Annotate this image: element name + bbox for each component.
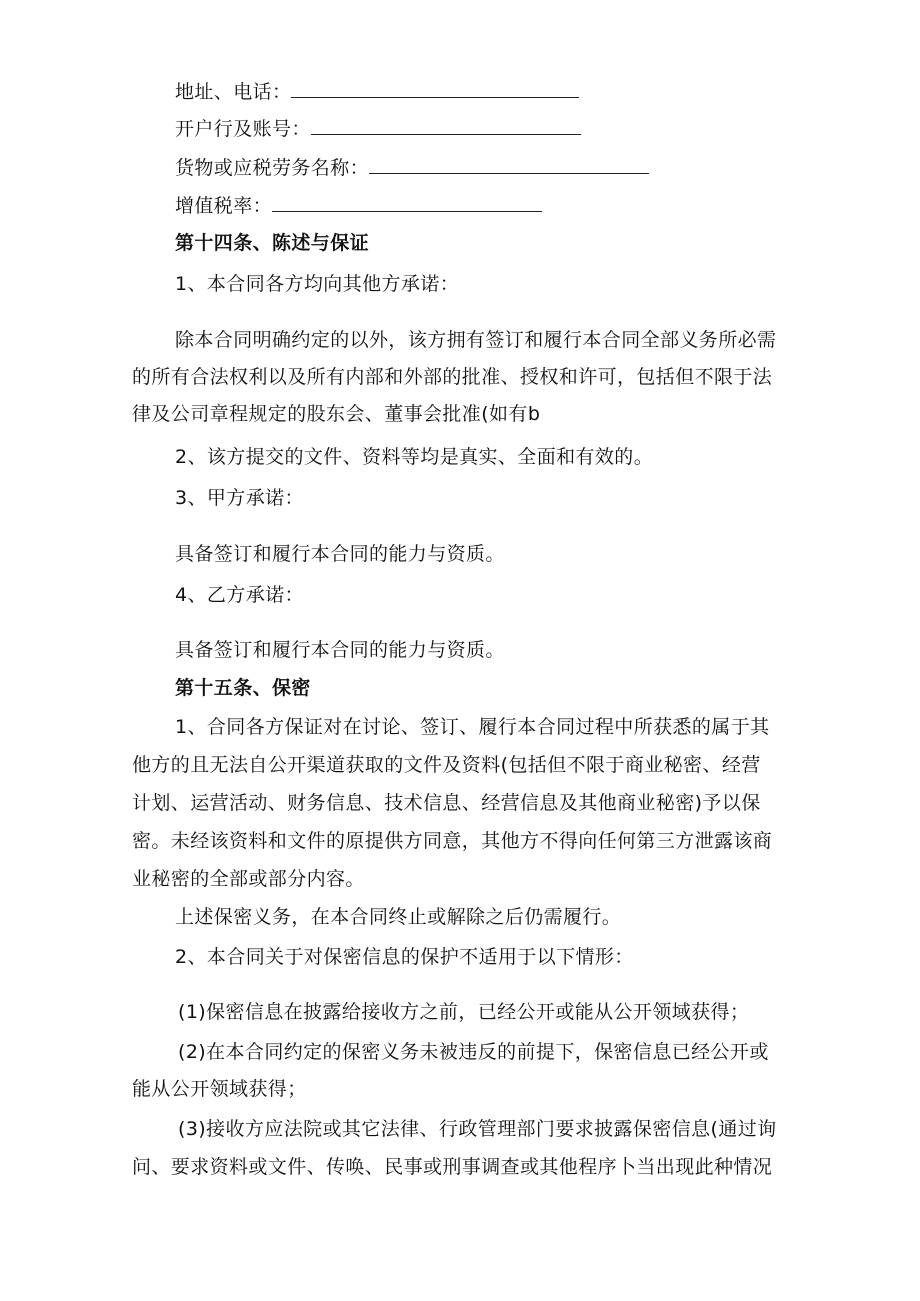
article-14-para-line: 除本合同明确约定的以外，该方拥有签订和履行本合同全部义务所必需	[175, 329, 777, 351]
field-goods-name	[175, 156, 649, 180]
blank-line[interactable]	[311, 118, 581, 135]
article-15-sub-2-line: 能从公开领域获得；	[132, 1078, 307, 1100]
article-14-para-line: 的所有合法权利以及所有内部和外部的批准、授权和许可，包括但不限于法	[132, 366, 773, 388]
blank-line[interactable]	[369, 157, 649, 174]
article-14-heading: 第十四条、陈述与保证	[175, 232, 370, 254]
field-bank-account	[175, 117, 581, 141]
field-label: 增值税率：	[175, 195, 273, 217]
article-15-item-2: 2、本合同关于对保密信息的保护不适用于以下情形：	[175, 946, 634, 968]
article-14-item-3-text: 具备签订和履行本合同的能力与资质。	[175, 543, 505, 565]
article-14-item-1: 1、本合同各方均向其他方承诺：	[175, 273, 460, 295]
article-14-para-line: 律及公司章程规定的股东会、董事会批准(如有b	[132, 403, 541, 425]
article-15-heading: 第十五条、保密	[175, 677, 311, 699]
field-vat-rate	[175, 194, 542, 218]
article-15-para-line: 业秘密的全部或部分内容。	[132, 868, 365, 890]
blank-line[interactable]	[291, 81, 579, 98]
field-label: 地址、电话：	[175, 81, 292, 103]
article-14-item-3: 3、甲方承诺：	[175, 487, 304, 509]
article-15-sub-3-line: (3)接收方应法院或其它法律、行政管理部门要求披露保密信息(通过询	[178, 1118, 777, 1140]
article-14-item-4: 4、乙方承诺：	[175, 584, 304, 606]
blank-line[interactable]	[272, 195, 542, 212]
article-15-sub-2-line: (2)在本合同约定的保密义务未被违反的前提下，保密信息已经公开或	[178, 1041, 769, 1063]
article-15-para-line: 密。未经该资料和文件的原提供方同意，其他方不得向任何第三方泄露该商	[132, 830, 773, 852]
field-label: 开户行及账号：	[175, 118, 311, 140]
field-label: 货物或应税劳务名称：	[175, 157, 370, 179]
article-15-para-line: 计划、运营活动、财务信息、技术信息、经营信息及其他商业秘密)予以保	[132, 792, 761, 814]
article-15-sub-3-line: 问、要求资料或文件、传唤、民事或刑事调查或其他程序卜当出现此种情况	[132, 1156, 773, 1178]
field-address-phone	[175, 80, 579, 104]
article-15-para-line: 他方的且无法自公开渠道获取的文件及资料(包括但不限于商业秘密、经营	[132, 754, 761, 776]
article-15-sub-1: (1)保密信息在披露给接收方之前，已经公开或能从公开领域获得；	[178, 1001, 750, 1023]
article-14-item-2: 2、该方提交的文件、资料等均是真实、全面和有效的。	[175, 446, 654, 468]
article-15-para-line: 1、合同各方保证对在讨论、签订、履行本合同过程中所获悉的属于其	[175, 716, 770, 738]
article-14-item-4-text: 具备签订和履行本合同的能力与资质。	[175, 639, 505, 661]
article-15-para-2: 上述保密义务，在本合同终止或解除之后仍需履行。	[175, 906, 622, 928]
